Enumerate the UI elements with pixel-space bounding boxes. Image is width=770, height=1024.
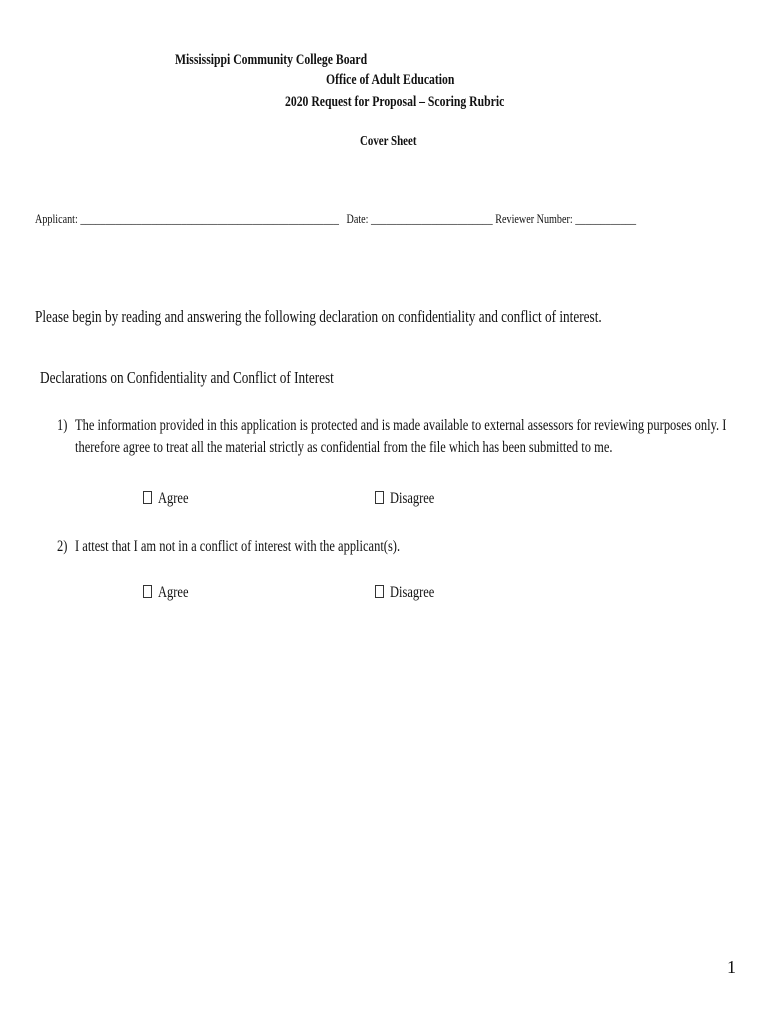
reviewer-number-label: Reviewer Number: <box>495 211 576 226</box>
declaration-1-text-line1: The information provided in this application is protected and is made available to external assessors for reviewing purposes only. I <box>75 417 727 434</box>
applicant-info-row <box>35 211 770 227</box>
declaration-1-disagree-option[interactable] <box>375 490 447 508</box>
declaration-2-disagree-option[interactable] <box>375 584 447 602</box>
page-number: 1 <box>727 957 736 977</box>
cover-sheet-heading: Cover Sheet <box>360 134 417 149</box>
checkbox-icon[interactable] <box>143 491 152 504</box>
checkbox-icon[interactable] <box>375 491 384 504</box>
date-label: Date: <box>346 211 372 226</box>
office-name: Office of Adult Education <box>326 72 455 88</box>
disagree-label: Disagree <box>390 584 435 601</box>
declarations-heading: Declarations on Confidentiality and Conflict of Interest <box>40 368 334 387</box>
intro-text: Please begin by reading and answering the following declaration on confidentiality and conflict of interest. <box>35 307 602 326</box>
applicant-label: Applicant: <box>35 211 81 226</box>
declaration-2-agree-option[interactable] <box>143 584 197 602</box>
date-field[interactable]: ________________________ <box>371 211 493 226</box>
agree-label: Agree <box>158 584 189 601</box>
checkbox-icon[interactable] <box>375 585 384 598</box>
declaration-1-text-line2: therefore agree to treat all the material strictly as confidential from the file which has been submitted to me. <box>75 439 613 456</box>
document-title: 2020 Request for Proposal – Scoring Rubric <box>285 94 505 110</box>
applicant-field[interactable]: ___________________________________________________ <box>80 211 339 226</box>
declaration-2-text: I attest that I am not in a conflict of interest with the applicant(s). <box>75 538 401 555</box>
declaration-1-agree-option[interactable] <box>143 490 197 508</box>
reviewer-number-field[interactable]: ____________ <box>575 211 637 226</box>
org-name: Mississippi Community College Board <box>175 52 368 68</box>
declaration-1-number: 1) <box>57 417 68 434</box>
disagree-label: Disagree <box>390 490 435 507</box>
declaration-2-number: 2) <box>57 538 68 555</box>
checkbox-icon[interactable] <box>143 585 152 598</box>
agree-label: Agree <box>158 490 189 507</box>
